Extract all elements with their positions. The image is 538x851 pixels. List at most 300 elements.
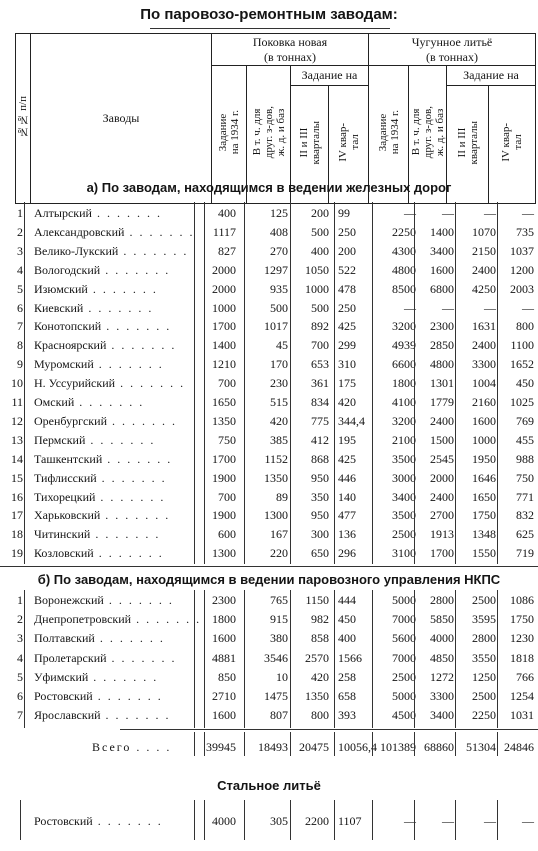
cell-value: 2500: [392, 669, 416, 684]
cell-value: 1037: [510, 243, 534, 258]
cell-value: 39945: [206, 740, 236, 754]
cell-value: 1750: [510, 612, 534, 627]
cell-value: 750: [516, 470, 534, 485]
cell-value: 719: [516, 546, 534, 561]
factory-name: [34, 357, 164, 372]
row-number: 5: [17, 669, 23, 684]
cell-value: 800: [516, 319, 534, 334]
cell-value: 1107: [338, 814, 362, 828]
cell-value: 5600: [392, 631, 416, 646]
cell-value: 4850: [430, 650, 454, 665]
steel-title: Стальное литьё: [217, 778, 321, 793]
page-title: По паровозо-ремонтным заводам:: [140, 6, 398, 23]
cell-value: 3546: [264, 650, 288, 665]
row-number: 4: [17, 262, 23, 277]
cell-value: 1200: [510, 262, 534, 277]
cell-value: 18493: [258, 740, 288, 754]
column-rule: [244, 202, 245, 564]
factory-name-text: Вологодский: [34, 262, 101, 277]
leader-dots: . . . . . . .: [106, 413, 177, 428]
cell-value: 99: [338, 206, 350, 220]
table-row: [0, 431, 538, 450]
cell-value: 1400: [430, 224, 454, 239]
cell-value: 51304: [466, 740, 496, 754]
cell-value: 2545: [430, 451, 454, 466]
header-incl: В т. ч. для друг. з-дов, ж. д. и баз: [247, 66, 291, 204]
table-row: [0, 355, 538, 374]
cell-value: 2003: [510, 281, 534, 296]
cell-value: 2710: [212, 689, 236, 703]
cell-value: —: [522, 206, 534, 220]
cell-value: 800: [311, 708, 329, 723]
leader-dots: . . . . . . .: [93, 357, 164, 372]
cell-value: 2800: [430, 593, 454, 607]
leader-dots: . . . . . . .: [95, 489, 166, 504]
cell-value: 450: [516, 376, 534, 391]
leader-dots: . . . . . . .: [83, 300, 154, 315]
cell-value: 500: [311, 224, 329, 239]
section-a-title: а) По заводам, находящимся в ведении железных дорог: [86, 180, 452, 195]
column-rule: [497, 732, 498, 756]
column-rule: [497, 202, 498, 564]
section-divider: [0, 566, 538, 567]
column-rule: [194, 590, 195, 728]
factory-name: [34, 814, 163, 829]
cell-value: 3000: [392, 470, 416, 485]
cell-value: 2150: [472, 243, 496, 258]
table-row: [0, 610, 538, 629]
cell-value: 1000: [472, 432, 496, 447]
cell-value: 3400: [392, 489, 416, 504]
row-number: 6: [17, 689, 23, 703]
cell-value: 515: [270, 395, 288, 409]
cell-value: —: [442, 300, 454, 315]
table-row: [0, 450, 538, 469]
cell-value: 270: [270, 243, 288, 258]
cell-value: 982: [311, 612, 329, 627]
leader-dots: . . . . . . .: [100, 262, 171, 277]
row-number: 14: [11, 451, 23, 466]
cell-value: 200: [338, 243, 356, 258]
cell-value: 136: [338, 527, 356, 542]
cell-value: 766: [516, 669, 534, 684]
cell-value: —: [404, 814, 416, 828]
cell-value: 1950: [472, 451, 496, 466]
column-rule: [244, 800, 245, 840]
factory-name-text: Воронежский: [34, 593, 104, 607]
factory-name: [34, 593, 174, 608]
cell-value: 400: [311, 243, 329, 258]
cell-value: 868: [311, 451, 329, 466]
cell-value: 1297: [264, 262, 288, 277]
cell-value: —: [404, 300, 416, 315]
factory-name: [34, 244, 188, 259]
cell-value: 2800: [472, 631, 496, 646]
cell-value: 1025: [510, 395, 534, 409]
factory-name-text: Конотопский: [34, 319, 102, 334]
cell-value: 1646: [472, 470, 496, 485]
cell-value: 3595: [472, 612, 496, 627]
cell-value: 380: [270, 631, 288, 646]
cell-value: 300: [311, 527, 329, 542]
cell-value: 2400: [430, 489, 454, 504]
cell-value: 2100: [392, 432, 416, 447]
row-number: 7: [17, 708, 23, 723]
cell-value: 344,4: [338, 413, 365, 428]
cell-value: 2500: [392, 527, 416, 542]
factory-name: [34, 631, 165, 646]
cell-value: 1900: [212, 508, 236, 523]
cell-value: 7000: [392, 650, 416, 665]
row-number: 13: [11, 432, 23, 447]
cell-value: 1348: [472, 527, 496, 542]
cell-value: 2160: [472, 395, 496, 409]
factory-name: [34, 508, 170, 523]
header-task-1934-cast: Задание на 1934 г.: [369, 66, 409, 204]
cell-value: 45: [276, 338, 288, 353]
factory-name-text: Козловский: [34, 546, 94, 561]
leader-dots: . . . . . . .: [100, 508, 171, 523]
cell-value: 7000: [392, 612, 416, 627]
column-rule: [455, 800, 456, 840]
leader-dots: . . . . . . .: [91, 206, 162, 220]
cell-value: 20475: [299, 740, 329, 754]
column-rule: [372, 590, 373, 728]
cell-value: 3300: [430, 689, 454, 703]
column-rule: [24, 590, 25, 728]
cell-value: 1600: [430, 262, 454, 277]
leader-dots: . . . . . . .: [103, 593, 174, 607]
cell-value: 2500: [472, 689, 496, 703]
cell-value: 3400: [430, 708, 454, 723]
cell-value: 175: [338, 376, 356, 391]
cell-value: 425: [338, 451, 356, 466]
factory-name: [34, 206, 162, 221]
factory-name-text: Тихорецкий: [34, 489, 96, 504]
cell-value: 1700: [212, 451, 236, 466]
cell-value: 1600: [212, 631, 236, 646]
factory-name-text: Омский: [34, 395, 75, 409]
cell-value: 4250: [472, 281, 496, 296]
table-row: [0, 469, 538, 488]
header-incl-cast: В т. ч. для друг. з-дов, ж. д. и баз: [409, 66, 447, 204]
row-number: 15: [11, 470, 23, 485]
row-number: 16: [11, 489, 23, 504]
cell-value: 408: [270, 224, 288, 239]
cell-value: 1300: [264, 508, 288, 523]
cell-value: 1272: [430, 669, 454, 684]
factory-name-text: Киевский: [34, 300, 84, 315]
table-row: [0, 738, 538, 757]
factory-name-text: Харьковский: [34, 508, 101, 523]
cell-value: 2400: [430, 413, 454, 428]
cell-value: 700: [311, 338, 329, 353]
cell-value: 3200: [392, 413, 416, 428]
leader-dots: . . . . . . .: [115, 376, 186, 391]
factory-name: [34, 414, 177, 429]
column-rule: [334, 800, 335, 840]
cell-value: 4881: [212, 650, 236, 665]
cell-value: 3100: [392, 546, 416, 561]
factory-name: [34, 433, 155, 448]
cell-value: 195: [338, 432, 356, 447]
table-row: [0, 525, 538, 544]
cell-value: 1800: [212, 612, 236, 627]
cell-value: 1631: [472, 319, 496, 334]
table-row: [0, 488, 538, 507]
cell-value: 988: [516, 451, 534, 466]
header-q12: II и III кварталы: [291, 86, 329, 204]
cell-value: —: [442, 206, 454, 220]
cell-value: 8500: [392, 281, 416, 296]
cell-value: 385: [270, 432, 288, 447]
cell-value: 296: [338, 546, 356, 561]
cell-value: 1700: [212, 319, 236, 334]
column-rule: [194, 800, 195, 840]
cell-value: 1017: [264, 319, 288, 334]
cell-value: 3200: [392, 319, 416, 334]
cell-value: 5000: [392, 689, 416, 703]
factory-name: [34, 651, 177, 666]
table-row: [0, 261, 538, 280]
column-rule: [194, 202, 195, 564]
leader-dots: . . . . . . .: [87, 281, 158, 296]
factory-name: [34, 376, 185, 391]
table-row: [0, 336, 538, 355]
column-rule: [204, 732, 205, 756]
cell-value: —: [484, 300, 496, 315]
column-rule: [455, 590, 456, 728]
table-row: [0, 317, 538, 336]
row-number: 17: [11, 508, 23, 523]
factory-name-text: Ташкентский: [34, 451, 103, 466]
cell-value: 892: [311, 319, 329, 334]
cell-value: 2250: [472, 708, 496, 723]
cell-value: 4100: [392, 395, 416, 409]
cell-value: 4000: [430, 631, 454, 646]
factory-name-text: Ростовский: [34, 814, 93, 828]
leader-dots: . . . . . . .: [94, 631, 165, 646]
factory-name-text: Пермский: [34, 432, 86, 447]
factory-name: [34, 282, 158, 297]
factory-name-text: Уфимский: [34, 669, 89, 684]
header-factories: Заводы: [31, 34, 212, 204]
column-rule: [290, 590, 291, 728]
cell-value: 1779: [430, 395, 454, 409]
factory-name: [34, 395, 144, 410]
leader-dots: . . . . . . .: [85, 432, 156, 447]
cell-value: 700: [218, 376, 236, 391]
cell-value: 1550: [472, 546, 496, 561]
cell-value: 735: [516, 224, 534, 239]
cell-value: 10: [276, 669, 288, 684]
cell-value: 2850: [430, 338, 454, 353]
cell-value: 1652: [510, 357, 534, 372]
factory-name: [34, 612, 201, 627]
header-q4-cast: IV квар- тал: [489, 86, 536, 204]
column-rule: [334, 202, 335, 564]
header-group-cast: Чугунное литьё (в тоннах): [369, 34, 536, 66]
cell-value: 1566: [338, 650, 362, 665]
cell-value: 625: [516, 527, 534, 542]
header-group-forging: Поковка новая (в тоннах): [212, 34, 369, 66]
cell-value: 1150: [305, 593, 329, 607]
cell-value: 2000: [430, 470, 454, 485]
column-rule: [244, 590, 245, 728]
cell-value: 400: [218, 206, 236, 220]
cell-value: 3500: [392, 508, 416, 523]
column-rule: [244, 732, 245, 756]
factory-name-text: Н. Уссурийский: [34, 376, 116, 391]
leader-dots: . . . . . . .: [88, 669, 159, 684]
cell-value: 4800: [430, 357, 454, 372]
cell-value: 1818: [510, 650, 534, 665]
leader-dots: . . . . . . .: [118, 243, 189, 258]
factory-name-text: Читинский: [34, 527, 91, 542]
column-rule: [414, 590, 415, 728]
column-rule: [290, 800, 291, 840]
cell-value: 1350: [305, 689, 329, 703]
cell-value: 1031: [510, 708, 534, 723]
row-number: 1: [17, 593, 23, 607]
factory-name-text: Велико-Лукский: [34, 243, 119, 258]
cell-value: 1350: [264, 470, 288, 485]
cell-value: 653: [311, 357, 329, 372]
cell-value: 522: [338, 262, 356, 277]
cell-value: 170: [270, 357, 288, 372]
cell-value: 140: [338, 489, 356, 504]
factory-name-text: Изюмский: [34, 281, 88, 296]
cell-value: 834: [311, 395, 329, 409]
row-number: 8: [17, 338, 23, 353]
column-rule: [334, 590, 335, 728]
cell-value: 775: [311, 413, 329, 428]
cell-value: 1300: [212, 546, 236, 561]
column-rule: [497, 800, 498, 840]
cell-value: 1230: [510, 631, 534, 646]
cell-value: 765: [270, 593, 288, 607]
cell-value: 2300: [212, 593, 236, 607]
cell-value: 950: [311, 508, 329, 523]
table-row: [0, 374, 538, 393]
cell-value: 446: [338, 470, 356, 485]
table-row: [0, 706, 538, 725]
cell-value: 250: [338, 300, 356, 315]
row-number: 1: [17, 206, 23, 220]
table-row: [0, 629, 538, 648]
column-rule: [414, 732, 415, 756]
factory-name: [34, 527, 160, 542]
cell-value: 444: [338, 593, 356, 607]
column-rule: [372, 732, 373, 756]
cell-value: 1152: [264, 451, 288, 466]
cell-value: 2300: [430, 319, 454, 334]
factory-name: [34, 452, 172, 467]
cell-value: 2250: [392, 224, 416, 239]
column-rule: [194, 732, 195, 756]
factory-name: [34, 319, 171, 334]
cell-value: 850: [218, 669, 236, 684]
column-rule: [455, 732, 456, 756]
cell-value: 3500: [392, 451, 416, 466]
table-row: [0, 812, 538, 831]
table-row: [0, 280, 538, 299]
cell-value: 1700: [430, 546, 454, 561]
cell-value: 200: [311, 206, 329, 220]
cell-value: 250: [338, 224, 356, 239]
cell-value: 750: [218, 432, 236, 447]
factory-name-text: Днепропетровский: [34, 612, 132, 627]
cell-value: 4500: [392, 708, 416, 723]
leader-dots: . . . . . . .: [74, 395, 145, 409]
cell-value: 24846: [504, 740, 534, 754]
cell-value: 2700: [430, 508, 454, 523]
factory-name: [34, 689, 163, 704]
leader-dots: . . . . . . .: [96, 470, 167, 485]
factory-name-text: Муромский: [34, 357, 94, 372]
cell-value: 2400: [472, 338, 496, 353]
factory-name: [34, 490, 165, 505]
factory-name: [34, 301, 153, 316]
cell-value: 2000: [212, 262, 236, 277]
cell-value: 3300: [472, 357, 496, 372]
cell-value: 1070: [472, 224, 496, 239]
cell-value: 1050: [305, 262, 329, 277]
column-rule: [204, 800, 205, 840]
cell-value: 425: [338, 319, 356, 334]
header-task-on: Задание на: [291, 66, 369, 86]
row-number: 3: [17, 631, 23, 646]
table-header: [15, 33, 536, 204]
cell-value: 807: [270, 708, 288, 723]
cell-value: 1750: [472, 508, 496, 523]
row-number: 19: [11, 546, 23, 561]
cell-value: 230: [270, 376, 288, 391]
column-rule: [497, 590, 498, 728]
table-row: [0, 299, 538, 318]
column-rule: [204, 590, 205, 728]
row-number: 6: [17, 300, 23, 315]
leader-dots: . . . . . . .: [100, 708, 171, 723]
cell-value: 827: [218, 243, 236, 258]
factory-name-text: Тифлисский: [34, 470, 97, 485]
cell-value: 1600: [212, 708, 236, 723]
column-rule: [455, 202, 456, 564]
cell-value: 1650: [472, 489, 496, 504]
factory-name-text: Пролетарский: [34, 650, 107, 665]
factory-name-text: Александровский: [34, 224, 125, 239]
column-rule: [414, 800, 415, 840]
cell-value: 1250: [472, 669, 496, 684]
header-q4: IV квар- тал: [329, 86, 369, 204]
cell-value: 2200: [305, 814, 329, 828]
cell-value: 478: [338, 281, 356, 296]
table-row: [0, 687, 538, 706]
cell-value: 420: [311, 669, 329, 684]
table-row: [0, 393, 538, 412]
header-task-on-cast: Задание на: [447, 66, 536, 86]
header-num: №№ п/п: [16, 34, 31, 204]
leader-dots: . . . . . . .: [93, 546, 164, 561]
cell-value: 299: [338, 338, 356, 353]
cell-value: 915: [270, 612, 288, 627]
cell-value: —: [522, 814, 534, 828]
factory-name-text: Ростовский: [34, 689, 93, 703]
cell-value: 310: [338, 357, 356, 372]
factory-name: [34, 546, 164, 561]
column-rule: [290, 202, 291, 564]
leader-dots: . . . . . . .: [92, 814, 163, 828]
